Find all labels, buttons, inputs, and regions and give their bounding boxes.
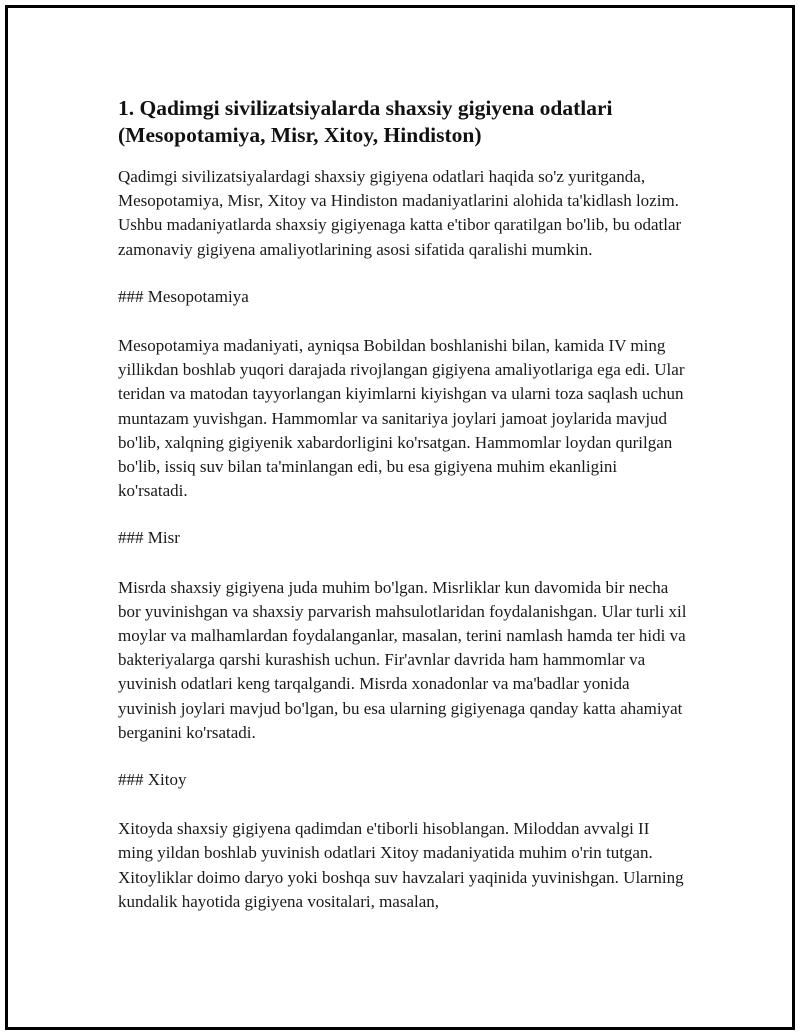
section-body-mesopotamiya: Mesopotamiya madaniyati, ayniqsa Bobildan boshlanishi bilan, kamida IV ming yillikdan boshlab yuqori darajada rivojlangan gigiyena amaliyotlariga ega edi. Ular teridan va matodan tayyorlangan kiyimlarni kiyishgan va ularni toza saqlash uchun muntazam yuvishgan. Hammomlar va sanitariya joylari jamoat joylarida mavjud bo'lib, xalqning gigiyenik xabardorligini ko'rsatgan. Hammomlar loydan qurilgan bo'lib, issiq suv bilan ta'minlangan edi, bu esa gigiyena muhim ekanligini ko'rsatadi. [118,336,685,501]
section-heading-mesopotamiya: ### Mesopotamiya [118,286,249,306]
section-body-xitoy: Xitoyda shaxsiy gigiyena qadimdan e'tiborli hisoblangan. Miloddan avvalgi II ming yildan boshlab yuvinish odatlari Xitoy madaniyatida muhim o'rin tutgan. Xitoyliklar doimo daryo yoki boshqa suv havzalari yaqinida yuvinishgan. Ularning kundalik hayotida gigiyena vositalari, masalan, [118,819,684,911]
section-body-misr: Misrda shaxsiy gigiyena juda muhim bo'lgan. Misrliklar kun davomida bir necha bor yuvinishgan va shaxsiy parvarish mahsulotlaridan foydalanishgan. Ular turli xil moylar va malhamlardan foydalanganlar, masalan, terini namlash hamda ter hidi va bakteriyalarga qarshi kurashish uchun. Fir'avnlar davrida ham hammomlar va yuvinish odatlari keng tarqalgandi. Misrda xonadonlar va ma'badlar yonida yuvinish joylari mavjud bo'lgan, bu esa ularning gigiyenaga qanday katta ahamiyat berganini ko'rsatadi. [118,577,687,742]
intro-paragraph: Qadimgi sivilizatsiyalardagi shaxsiy gigiyena odatlari haqida so'z yuritganda, Mesopotamiya, Misr, Xitoy va Hindiston madaniyatlarini alohida ta'kidlash lozim. Ushbu madaniyatlarda shaxsiy gigiyenaga katta e'tibor qaratilgan bo'lib, bu odatlar zamonaviy gigiyena amaliyotlarining asosi sifatida qaralishi mumkin. [118,167,682,259]
document-title: 1. Qadimgi sivilizatsiyalarda shaxsiy gigiyena odatlari (Mesopotamiya, Misr, Xitoy, Hindiston) [118,96,613,147]
document-body [118,95,688,914]
section-heading-xitoy: ### Xitoy [118,770,187,790]
section-heading-misr: ### Misr [118,528,180,548]
